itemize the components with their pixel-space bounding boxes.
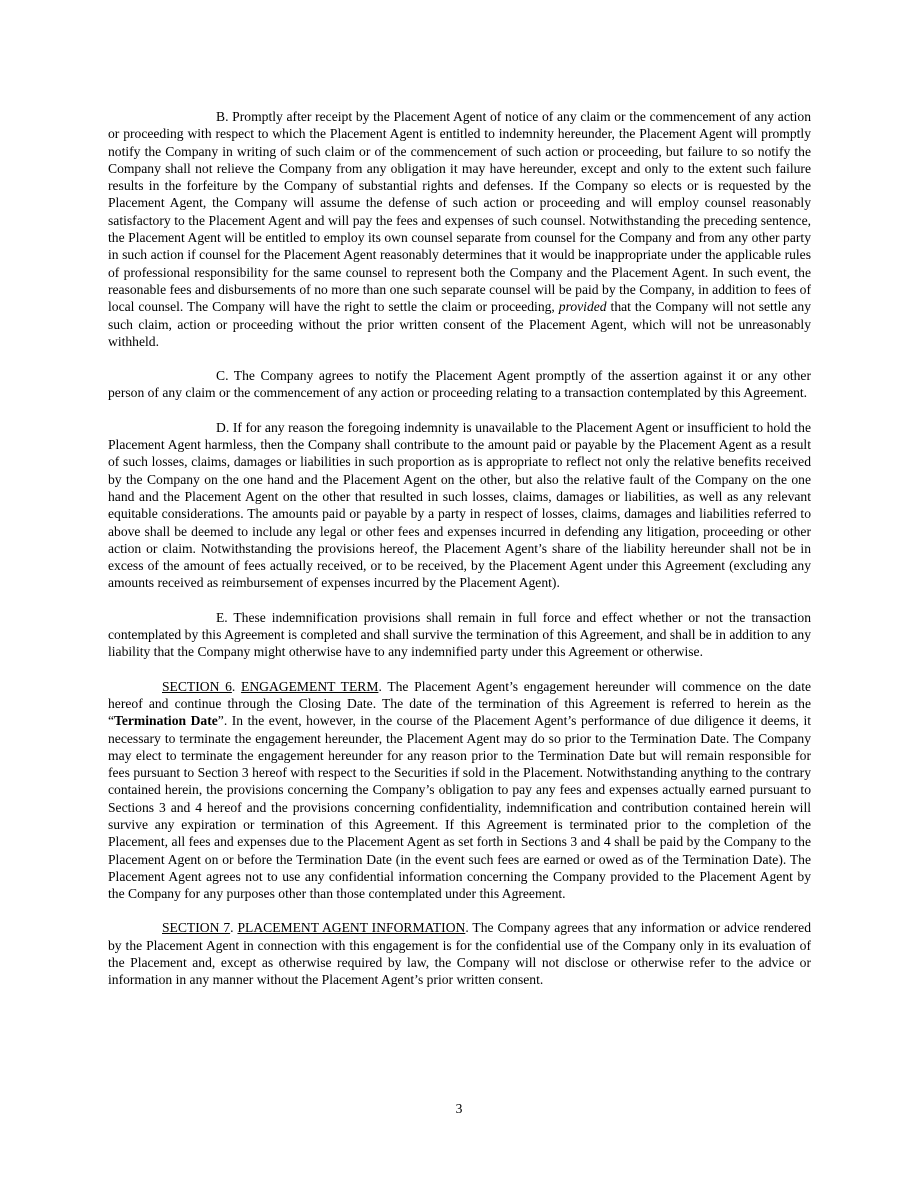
section-7-heading: PLACEMENT AGENT INFORMATION xyxy=(237,920,466,936)
section-7-number: SECTION 7 xyxy=(162,920,231,936)
paragraph-c xyxy=(108,367,811,402)
termination-date-term: Termination Date xyxy=(114,713,218,729)
section-6-text-2: ”. In the event, however, in the course of the Placement Agent’s performance of due diligence it deems, it necessary to terminate the engagement hereunder, the Placement Agent may do so prior to the Termination Date. The Company may elect to terminate the engagement hereunder for any reason prior to the Termination Date but will remain responsible for fees pursuant to Section 3 hereof with respect to the Securities if sold in the Placement. Notwithstanding anything to the contrary contained herein, the provisions concerning the Company’s obligation to pay any fees and expenses actually earned pursuant to Sections 3 and 4 hereof and the provisions concerning confidentiality, indemnification and contribution contained herein will survive any expiration or termination of this Agreement. If this Agreement is terminated prior to the completion of the Placement, all fees and expenses due to the Placement Agent as set forth in Sections 3 and 4 shall be paid by the Company to the Placement Agent on or before the Termination Date (in the event such fees are earned or owed as of the Termination Date). The Placement Agent agrees not to use any confidential information concerning the Company provided to the Placement Agent by the Company for any purposes other than those contemplated under this Agreement. xyxy=(108,713,811,902)
section-6 xyxy=(108,678,811,903)
provided-italic: provided xyxy=(558,299,607,315)
paragraph-d xyxy=(108,419,811,592)
paragraph-b-text-2: that the Company will not settle any such claim, action or proceeding without the prior written consent of the Placement Agent, which will not be unreasonably withheld. xyxy=(108,299,811,349)
paragraph-d-text: D. If for any reason the foregoing indemnity is unavailable to the Placement Agent or insufficient to hold the Placement Agent harmless, then the Company shall contribute to the amount paid or payable by the Placement Agent as a result of such losses, claims, damages or liabilities in such proportion as is appropriate to reflect not only the relative benefits received by the Company on the one hand and the Placement Agent on the other, but also the relative fault of the Company on the one hand and the Placement Agent on the other that resulted in such losses, claims, damages or liabilities, as well as any relevant equitable considerations. The amounts paid or payable by a party in respect of losses, claims, damages and liabilities referred to above shall be deemed to include any legal or other fees and expenses incurred in defending any litigation, proceeding or other action or claim. Notwithstanding the provisions hereof, the Placement Agent’s share of the liability hereunder shall not be in excess of the amount of fees actually received, or to be received, by the Placement Agent under this Agreement (excluding any amounts received as reimbursement of expenses incurred by the Placement Agent). xyxy=(108,419,811,591)
paragraph-c-text: C. The Company agrees to notify the Placement Agent promptly of the assertion against it or any other person of any claim or the commencement of any action or proceeding relating to a transaction contemplated by this Agreement. xyxy=(108,368,811,401)
paragraph-e-text: E. These indemnification provisions shall remain in full force and effect whether or not the transaction contemplated by this Agreement is completed and shall survive the termination of this Agreement, and shall be in addition to any liability that the Company might otherwise have to any indemnified party under this Agreement or otherwise. xyxy=(108,609,811,660)
paragraph-b-text-1: B. Promptly after receipt by the Placement Agent of notice of any claim or the commencement of any action or proceeding with respect to which the Placement Agent is entitled to indemnity hereunder, the Placement Agent will promptly notify the Company in writing of such claim or of the commencement of such action or proceeding, but failure to so notify the Company shall not relieve the Company from any obligation it may have hereunder, except and only to the extent such failure results in the forfeiture by the Company of substantial rights and defenses. If the Company so elects or is requested by the Placement Agent, the Company will assume the defense of such action or proceeding and will employ counsel reasonably satisfactory to the Placement Agent and will pay the fees and expenses of such counsel. Notwithstanding the preceding sentence, the Placement Agent will be entitled to employ its own counsel separate from counsel for the Company and from any other party in such action if counsel for the Placement Agent reasonably determines that it would be inappropriate under the applicable rules of professional responsibility for the same counsel to represent both the Company and the Placement Agent. In such event, the reasonable fees and disbursements of no more than one such separate counsel will be paid by the Company, in addition to fees of local counsel. The Company will have the right to settle the claim or proceeding, xyxy=(108,109,811,315)
section-7-separator: . xyxy=(230,920,238,936)
section-6-heading: ENGAGEMENT TERM xyxy=(241,678,379,694)
paragraph-b xyxy=(108,108,811,350)
section-6-text-1: . The Placement Agent’s engagement hereunder will commence on the date hereof and continue through the Closing Date. The date of the termination of this Agreement is referred to herein as the “ xyxy=(108,678,811,729)
section-6-number: SECTION 6 xyxy=(162,678,232,694)
section-6-separator: . xyxy=(231,678,242,694)
document-page xyxy=(108,108,811,989)
section-7 xyxy=(108,919,811,988)
page-number: 3 xyxy=(455,1101,463,1116)
paragraph-e xyxy=(108,609,811,661)
section-7-text-1: . The Company agrees that any information or advice rendered by the Placement Agent in connection with this engagement is for the confidential use of the Company only in its evaluation of the Placement and, except as otherwise required by law, the Company will not disclose or otherwise refer to the advice or information in any manner without the Placement Agent’s prior written consent. xyxy=(108,920,812,988)
